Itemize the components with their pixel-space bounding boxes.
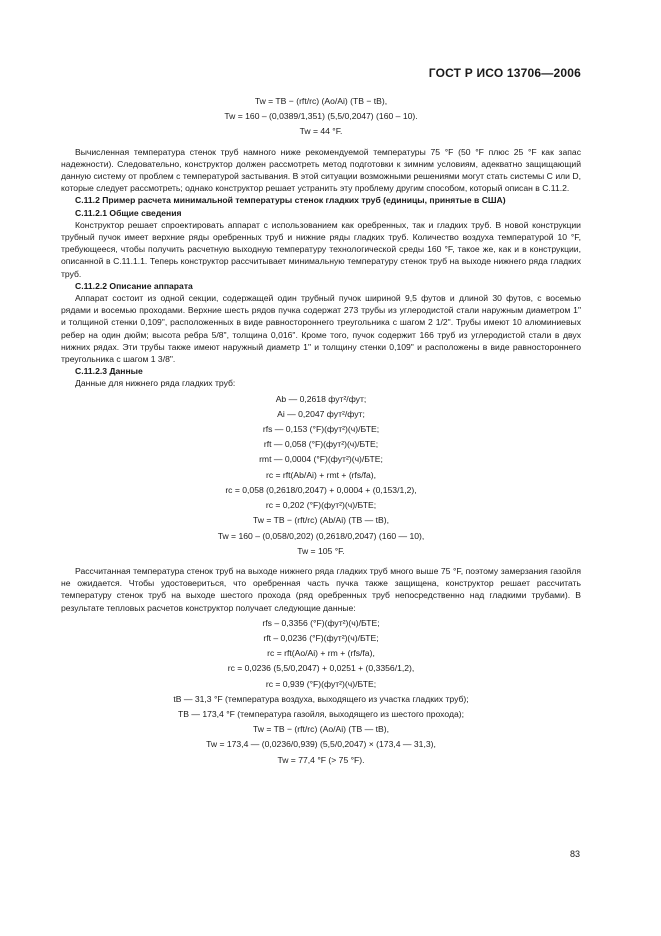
subsection-heading: С.11.2.1 Общие сведения	[75, 207, 182, 218]
paragraph: Вычисленная температура стенок труб намного ниже рекомендуемой температуры 75 °F (50 °F плюс 25 °F как запас надежности). Следовательно, конструктор должен рассмотреть метод подготовки к зимним условиям, адекватно защищающий данную систему от проблем с температурой застывания. В этой ситуации возможными решениями могут стать системы C или D, которые следует рассмотреть; однако конструктор решает устранить эту проблему другим способом, который описан в С.11.2.	[61, 146, 581, 194]
equation-line: Tw = TB − (rft/rc) (Ao/Ai) (TB — tB),	[253, 724, 389, 735]
equation-line: Tw = 160 – (0,0389/1,351) (5,5/0,2047) (160 – 10).	[224, 111, 418, 122]
equation-line: rc = 0,202 (°F)(фут²)(ч)/БТЕ;	[265, 500, 377, 511]
paragraph: Данные для нижнего ряда гладких труб:	[75, 378, 236, 389]
subsection-heading: С.11.2.2 Описание аппарата	[75, 280, 193, 291]
equation-line: Ab — 0,2618 фут²/фут;	[275, 393, 367, 404]
equation-line: Tw = 173,4 — (0,0236/0,939) (5,5/0,2047) × (173,4 — 31,3),	[206, 739, 436, 750]
equation-line: Tw = TB − (rft/rc) (Ab/Ai) (TB — tB),	[253, 515, 389, 526]
equation-line: rfs – 0,3356 (°F)(фут²)(ч)/БТЕ;	[262, 617, 380, 628]
subsection-heading: С.11.2.3 Данные	[75, 366, 143, 377]
equation-line: Tw = 44 °F.	[299, 126, 343, 137]
equation-line: Tw = 77,4 °F (> 75 °F).	[277, 754, 365, 765]
paragraph: Конструктор решает спроектировать аппарат с использованием как оребренных, так и гладких труб. В новой конструкции трубный пучок имеет верхние ряды оребренных труб и нижние ряды гладких труб. Количество воздуха температурой 10 °F, требующееся, чтобы получить расчетную выходную температуру технологической среды 160 °F, такое же, как и в конструкции, описанной в С.11.1.1. Теперь конструктор рассчитывает минимальную температуру стенок труб на выходе нижнего ряда гладких труб.	[61, 219, 581, 279]
equation-line: Ai — 0,2047 фут²/фут;	[277, 408, 365, 419]
equation-line: rfs — 0,153 (°F)(фут²)(ч)/БТЕ;	[262, 424, 380, 435]
equation-line: rc = 0,0236 (5,5/0,2047) + 0,0251 + (0,3356/1,2),	[227, 663, 415, 674]
equation-line: Tw = 160 – (0,058/0,202) (0,2618/0,2047) (160 — 10),	[217, 530, 425, 541]
equation-line: rc = 0,939 (°F)(фут²)(ч)/БТЕ;	[265, 678, 377, 689]
equation-line: rc = 0,058 (0,2618/0,2047) + 0,0004 + (0,153/1,2),	[225, 484, 417, 495]
equation-line: rmt — 0,0004 (°F)(фут²)(ч)/БТЕ;	[259, 454, 383, 465]
equation-line: Tw = 105 °F.	[297, 545, 345, 556]
equation-line: TB — 173,4 °F (температура газойля, выходящего из шестого прохода);	[177, 708, 465, 719]
page-number: 83	[570, 849, 581, 859]
paragraph: Рассчитанная температура стенок труб на выходе нижнего ряда гладких труб много выше 75 °F, поэтому замерзания газойля не ожидается. Чтобы удостовериться, что оребренная часть пучка также защищена, конструктор решает рассчитать температуру стенок труб на выходе шестого прохода (ряд оребренных труб непосредственно над гладкими трубами). В результате тепловых расчетов конструктор получает следующие данные:	[61, 565, 581, 613]
equation-line: rft — 0,058 (°F)(фут²)(ч)/БТЕ;	[263, 439, 379, 450]
equation-line: rc = rft(Ab/Ai) + rmt + (rfs/fa),	[265, 469, 377, 480]
equation-line: tB — 31,3 °F (температура воздуха, выходящего из участка гладких труб);	[173, 693, 469, 704]
equation-line: rft – 0,0236 (°F)(фут²)(ч)/БТЕ;	[263, 632, 379, 643]
page-content	[61, 92, 581, 769]
document-header: ГОСТ Р ИСО 13706—2006	[428, 66, 581, 80]
section-heading: С.11.2 Пример расчета минимальной температуры стенок гладких труб (единицы, принятые в США)	[75, 195, 506, 206]
paragraph: Аппарат состоит из одной секции, содержащей один трубный пучок шириной 9,5 футов и длиной 30 футов, с восемью рядами и восемью проходами. Верхние шесть рядов пучка содержат 273 трубы из углеродистой стали наружным диаметром 1" и толщиной стенки 0,109", расположенных в виде равностороннего треугольника с шагом 2 1/2". Трубы имеют 10 алюминиевых ребер на один дюйм; высота ребра 5/8", толщина 0,016". Кроме того, пучок содержит 166 труб из углеродистой стали в двух нижних рядах. Эти трубы также имеют наружный диаметр 1" и толщину стенки 0,109" и расположены в виде равностороннего треугольника с шагом 1 3/8".	[61, 293, 581, 365]
equation-line: rc = rft(Ao/Ai) + rm + (rfs/fa),	[267, 648, 375, 659]
equation-line: Tw = TB − (rft/rc) (Ao/Ai) (TB − tB),	[254, 96, 388, 106]
